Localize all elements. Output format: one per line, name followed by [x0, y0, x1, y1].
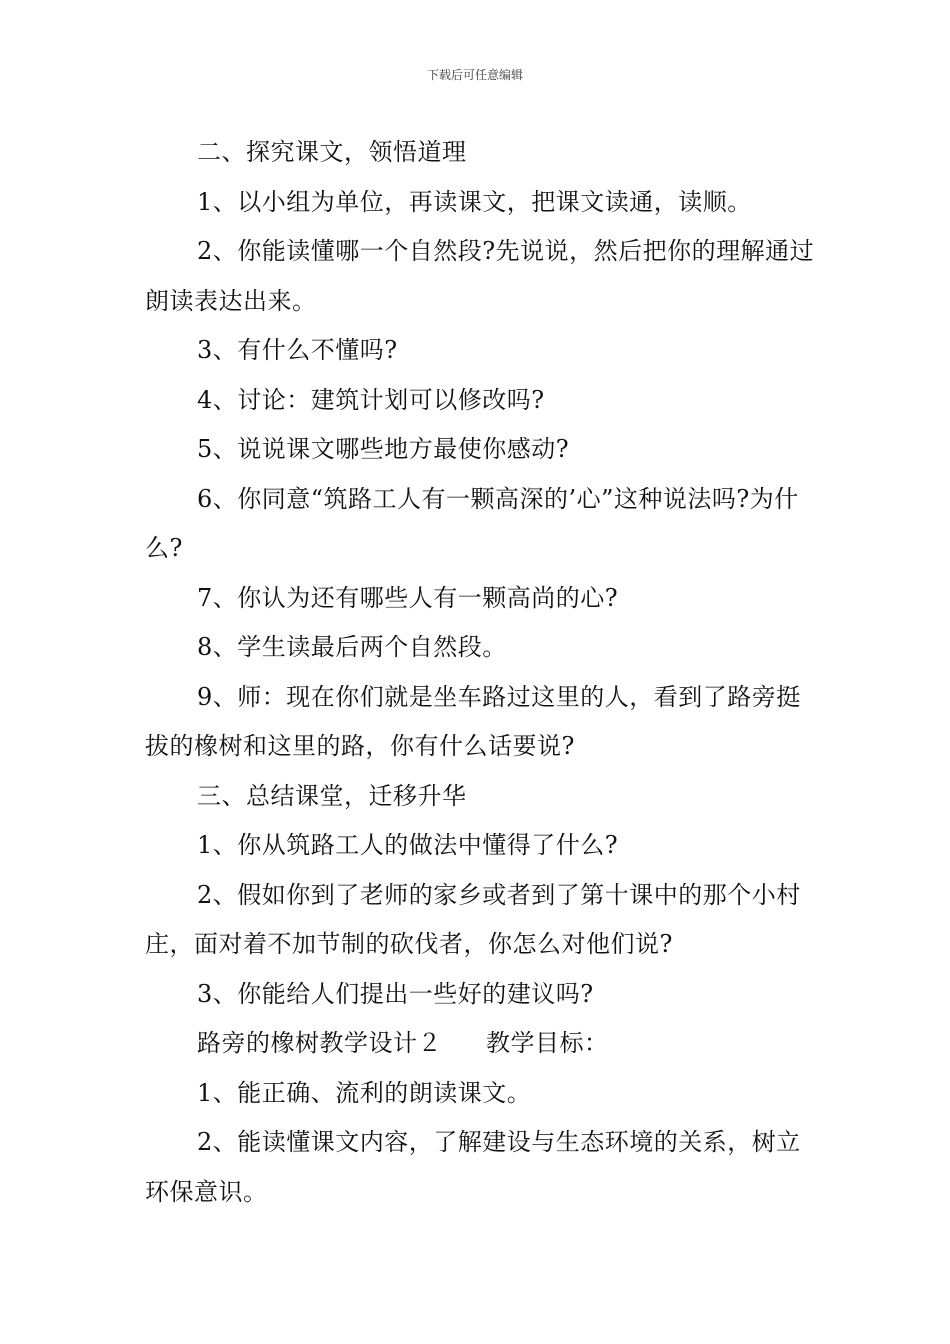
design-title-line [145, 1019, 815, 1069]
paragraph: 2、假如你到了老师的家乡或者到了第十课中的那个小村庄，面对着不加节制的砍伐者，你怎么对他们说? [145, 880, 801, 958]
paragraph: 7、你认为还有哪些人有一颗高尚的心? [197, 583, 619, 612]
page-header: 下载后可任意编辑 [426, 68, 523, 82]
paragraph: 9、师：现在你们就是坐车路过这里的人，看到了路旁挺拔的橡树和这里的路，你有什么话要说? [145, 682, 801, 760]
paragraph: 6、你同意“筑路工人有一颗高深的’心”这种说法吗?为什么? [145, 484, 799, 562]
paragraph: 8、学生读最后两个自然段。 [197, 633, 507, 661]
document-body [145, 128, 815, 1217]
paragraph: 3、你能给人们提出一些好的建议吗? [197, 979, 594, 1008]
section-heading: 三、总结课堂，迁移升华 [197, 781, 467, 810]
paragraph: 3、有什么不懂吗? [197, 336, 398, 364]
design-title: 路旁的橡树教学设计２ [197, 1029, 442, 1057]
objective-item: 2、能读懂课文内容，了解建设与生态环境的关系，树立环保意识。 [145, 1128, 801, 1206]
paragraph: 2、你能读懂哪一个自然段?先说说，然后把你的理解通过朗读表达出来。 [145, 237, 815, 315]
objectives-label: 教学目标： [486, 1029, 609, 1057]
paragraph: 1、你从筑路工人的做法中懂得了什么? [197, 831, 619, 859]
paragraph: 5、说说课文哪些地方最使你感动? [197, 435, 570, 463]
section-heading: 二、探究课文，领悟道理 [197, 138, 467, 166]
paragraph: 4、讨论：建筑计划可以修改吗? [197, 385, 545, 414]
objective-item: 1、能正确、流利的朗读课文。 [197, 1078, 532, 1107]
paragraph: 1、以小组为单位，再读课文，把课文读通，读顺。 [197, 187, 752, 216]
